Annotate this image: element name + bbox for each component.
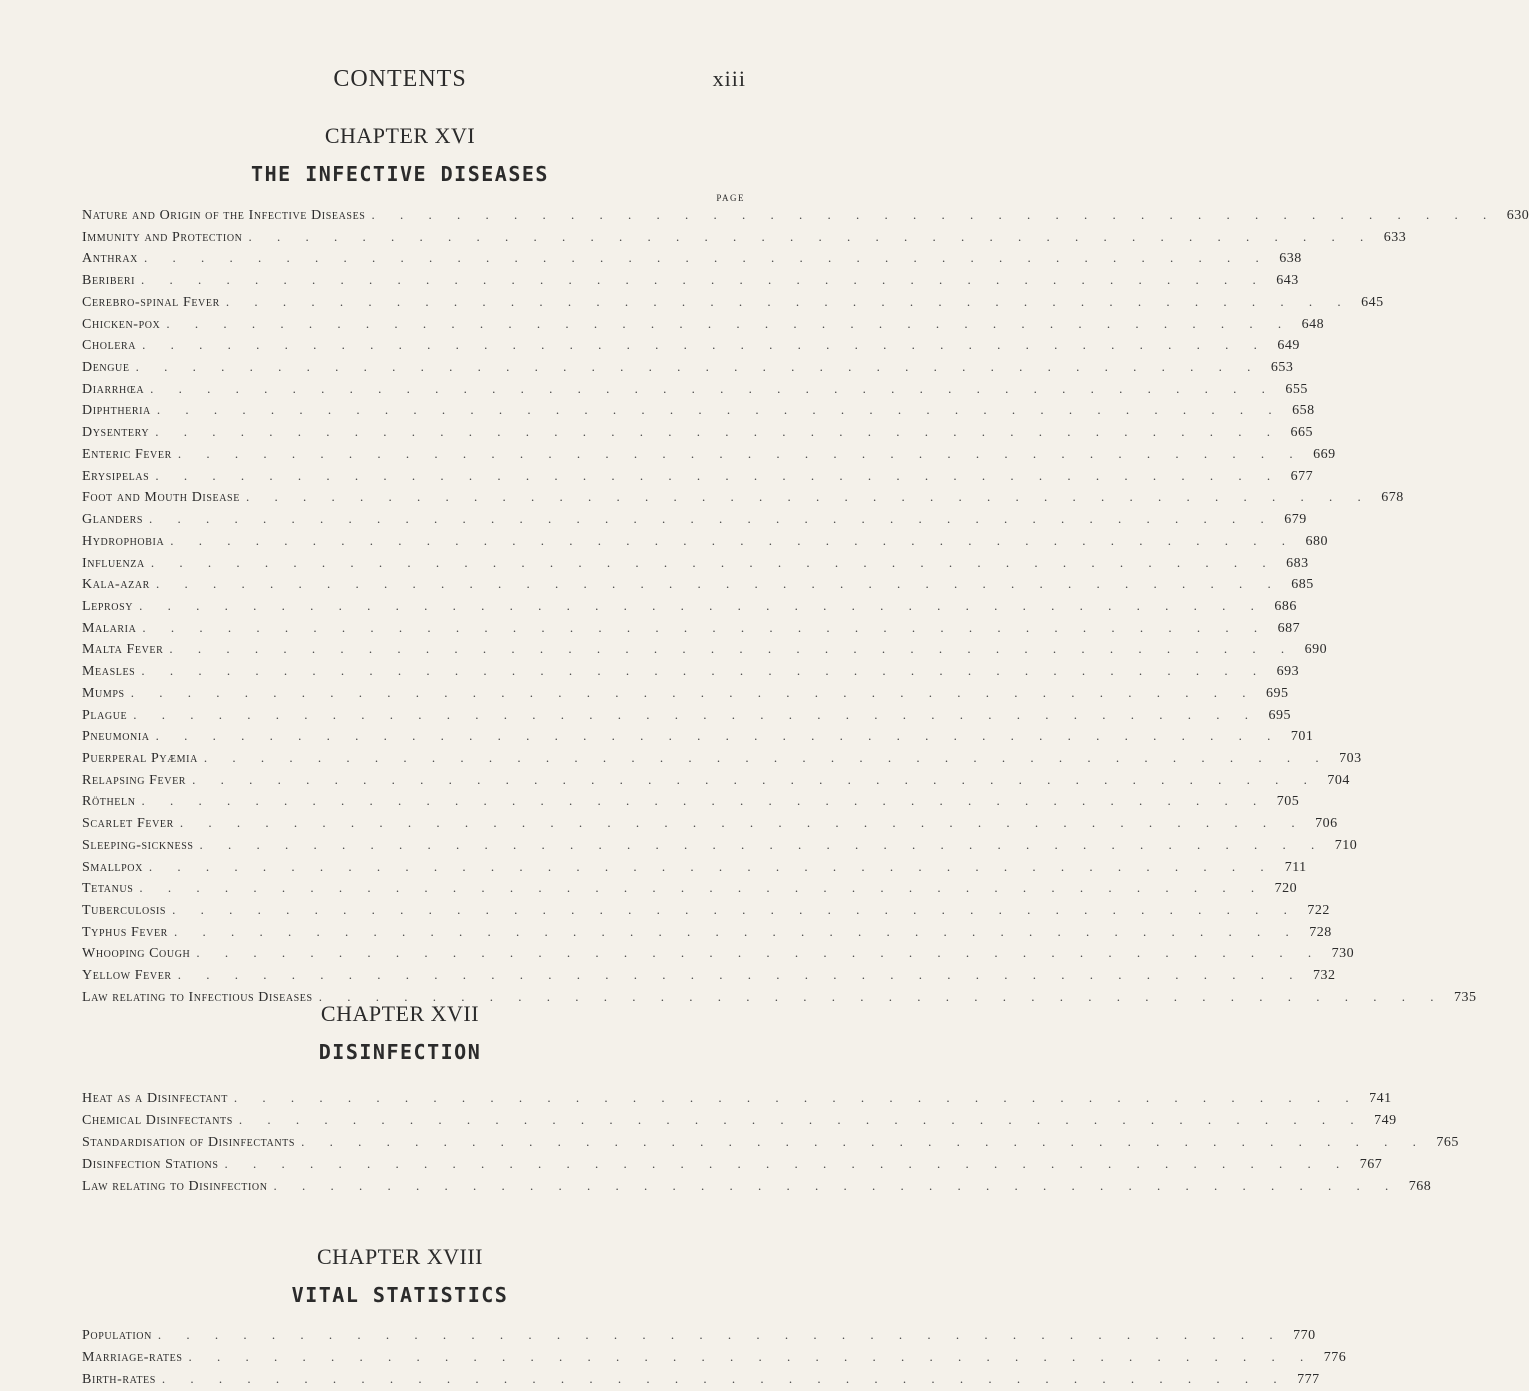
toc-entry-title: Pneumonia	[82, 729, 150, 745]
chapter-xvi-entries	[82, 204, 1529, 1008]
toc-entry	[82, 399, 1315, 421]
dot-leader: . . . . . . . . . . . . . . . . . . . . . . . . . . . . . . . . . . . . . . . .	[139, 597, 1265, 613]
toc-entry-title: Relapsing Fever	[82, 772, 187, 788]
toc-entry-page: 690	[1304, 642, 1328, 658]
toc-entry-title: Birth-rates	[82, 1372, 156, 1387]
chapter-label: CHAPTER XVI	[324, 123, 476, 148]
toc-entry	[82, 313, 1325, 335]
toc-entry-page: 695	[1265, 685, 1289, 701]
toc-entry-page: 633	[1383, 229, 1407, 245]
toc-entry-title: Smallpox	[82, 859, 143, 875]
dot-leader: . . . . . . . . . . . . . . . . . . . . . . . . . . . . . . . . . . . . . . . .	[196, 945, 1323, 961]
toc-entry-title: Kala-azar	[82, 577, 150, 593]
page-column-header: PAGE	[716, 193, 745, 203]
toc-entry	[82, 443, 1336, 465]
dot-leader: . . . . . . . . . . . . . . . . . . . . . . . . . . . . . . . . . . . . . . . .	[161, 1371, 1288, 1386]
toc-entry-title: Dengue	[82, 360, 130, 376]
toc-entry-page: 776	[1323, 1350, 1347, 1365]
toc-entry	[82, 1368, 1320, 1390]
toc-entry-page: 703	[1339, 750, 1362, 766]
toc-entry-page: 643	[1276, 273, 1299, 289]
toc-entry-title: Chicken-pox	[82, 316, 161, 332]
dot-leader: . . . . . . . . . . . . . . . . . . . . . . . . . . . . . . . . . . . . . . . .	[177, 967, 1304, 983]
toc-entry-page: 630	[1506, 208, 1529, 223]
toc-entry	[82, 942, 1355, 964]
toc-entry	[82, 747, 1362, 769]
toc-entry-title: Malaria	[82, 620, 137, 636]
toc-entry-page: 711	[1284, 859, 1307, 875]
dot-leader: . . . . . . . . . . . . . . . . . . . . . . . . . . . . . . . . . . . . . . . .	[157, 1327, 1284, 1342]
toc-entry	[82, 1324, 1316, 1346]
dot-leader: . . . . . . . . . . . . . . . . . . . . . . . . . . . . . . . . . . . . . . . .	[192, 771, 1318, 787]
dot-leader: . . . . . . . . . . . . . . . . . . . . . . . . . . . . . . . . . . . . . . . .	[155, 728, 1282, 744]
toc-entry-page: 680	[1305, 533, 1329, 549]
toc-entry-title: Law relating to Disinfection	[82, 1179, 268, 1194]
toc-entry-title: Marriage-rates	[82, 1350, 183, 1365]
toc-entry-page: 728	[1309, 924, 1332, 940]
toc-entry-page: 706	[1315, 816, 1338, 832]
toc-entry	[82, 269, 1299, 291]
toc-entry-title: Rötheln	[82, 794, 136, 810]
toc-entry-title: Nature and Origin of the Infective Diseases	[82, 208, 366, 223]
dot-leader: . . . . . . . . . . . . . . . . . . . . . . . . . . . . . . . . . . . . . . . .	[135, 359, 1262, 375]
dot-leader: . . . . . . . . . . . . . . . . . . . . . . . . . . . . . . . . . . . . . . . .	[156, 402, 1283, 418]
toc-entry-page: 687	[1277, 620, 1301, 636]
dot-leader: . . . . . . . . . . . . . . . . . . . . . . . . . . . . . . . . . . . . . . . .	[177, 445, 1304, 461]
toc-entry-page: 777	[1297, 1372, 1320, 1387]
toc-entry-title: Foot and Mouth Disease	[82, 490, 240, 506]
toc-entry	[82, 877, 1298, 899]
toc-entry	[82, 378, 1308, 400]
dot-leader: . . . . . . . . . . . . . . . . . . . . . . . . . . . . . . . . . . . . . . . .	[371, 207, 1498, 222]
chapter-xvi	[0, 122, 800, 188]
dot-leader: . . . . . . . . . . . . . . . . . . . . . . . . . . . . . . . . . . . . . . . .	[155, 424, 1281, 440]
dot-leader: . . . . . . . . . . . . . . . . . . . . . . . . . . . . . . . . . . . . . . . .	[203, 749, 1330, 765]
chapter-xviii-entries	[82, 1324, 1347, 1390]
toc-entry-page: 720	[1274, 881, 1298, 897]
dot-leader: . . . . . . . . . . . . . . . . . . . . . . . . . . . . . . . . . . . . . . . .	[139, 880, 1266, 896]
toc-entry-title: Cholera	[82, 338, 137, 354]
toc-entry	[82, 1175, 1432, 1197]
toc-entry-title: Law relating to Infectious Diseases	[82, 989, 313, 1005]
toc-entry-page: 693	[1276, 664, 1300, 680]
toc-entry-page: 686	[1274, 598, 1297, 614]
toc-entry	[82, 421, 1313, 443]
dot-leader: . . . . . . . . . . . . . . . . . . . . . . . . . . . . . . . . . . . . . . . .	[233, 1090, 1360, 1105]
chapter-label: CHAPTER XVIII	[317, 1244, 483, 1269]
toc-entry-title: Influenza	[82, 555, 145, 571]
toc-entry-title: Immunity and Protection	[82, 229, 243, 245]
toc-entry-title: Whooping Cough	[82, 946, 191, 962]
chapter-title: VITAL STATISTICS	[291, 1283, 509, 1307]
toc-entry	[82, 530, 1329, 552]
toc-entry-page: 658	[1292, 403, 1315, 419]
toc-entry-page: 678	[1381, 490, 1404, 506]
dot-leader: . . . . . . . . . . . . . . . . . . . . . . . . . . . . . . . . . . . . . . . .	[225, 293, 1352, 309]
toc-entry	[82, 921, 1332, 943]
toc-entry-title: Hydrophobia	[82, 533, 165, 549]
toc-entry-page: 710	[1334, 837, 1358, 853]
toc-entry-page: 765	[1436, 1135, 1459, 1150]
chapter-xvii	[0, 1000, 800, 1066]
dot-leader: . . . . . . . . . . . . . . . . . . . . . . . . . . . . . . . . . . . . . . . .	[141, 663, 1268, 679]
toc-entry-page: 704	[1327, 772, 1350, 788]
dot-leader: . . . . . . . . . . . . . . . . . . . . . . . . . . . . . . . . . . . . . . . .	[166, 315, 1293, 331]
dot-leader: . . . . . . . . . . . . . . . . . . . . . . . . . . . . . . . . . . . . . . . .	[188, 1349, 1315, 1364]
dot-leader: . . . . . . . . . . . . . . . . . . . . . . . . . . . . . . . . . . . . . . . .	[224, 1156, 1351, 1171]
toc-entry-page: 741	[1369, 1091, 1392, 1106]
toc-entry	[82, 638, 1328, 660]
dot-leader: . . . . . . . . . . . . . . . . . . . . . . . . . . . . . . . . . . . . . . . .	[318, 988, 1445, 1004]
toc-entry	[82, 465, 1314, 487]
toc-entry-page: 669	[1313, 446, 1336, 462]
dot-leader: . . . . . . . . . . . . . . . . . . . . . . . . . . . . . . . . . . . . . . . .	[169, 641, 1296, 657]
toc-entry-title: Anthrax	[82, 251, 138, 267]
toc-entry-title: Leprosy	[82, 598, 134, 614]
toc-entry-title: Cerebro-spinal Fever	[82, 294, 220, 310]
dot-leader: . . . . . . . . . . . . . . . . . . . . . . . . . . . . . . . . . . . . . . . .	[150, 554, 1277, 570]
toc-entry-title: Heat as a Disinfectant	[82, 1091, 228, 1106]
toc-entry	[82, 964, 1336, 986]
toc-entry	[82, 226, 1407, 248]
toc-entry	[82, 856, 1307, 878]
toc-entry-title: Dysentery	[82, 425, 150, 441]
toc-entry	[82, 769, 1350, 791]
toc-entry-page: 735	[1453, 989, 1477, 1005]
running-title: CONTENTS	[333, 66, 467, 92]
toc-entry	[82, 1346, 1347, 1368]
dot-leader: . . . . . . . . . . . . . . . . . . . . . . . . . . . . . . . . . . . . . . . .	[173, 923, 1300, 939]
toc-entry-page: 749	[1374, 1113, 1397, 1128]
dot-leader: . . . . . . . . . . . . . . . . . . . . . . . . . . . . . . . . . . . . . . . .	[143, 250, 1270, 266]
dot-leader: . . . . . . . . . . . . . . . . . . . . . . . . . . . . . . . . . . . . . . . .	[150, 380, 1276, 396]
toc-entry-title: Mumps	[82, 685, 125, 701]
toc-entry	[82, 725, 1314, 747]
toc-entry	[82, 595, 1297, 617]
toc-entry	[82, 1131, 1459, 1153]
toc-entry	[82, 356, 1294, 378]
toc-entry	[82, 1087, 1392, 1109]
toc-entry	[82, 573, 1314, 595]
dot-leader: . . . . . . . . . . . . . . . . . . . . . . . . . . . . . . . . . . . . . . . .	[149, 511, 1275, 527]
page-number: xiii	[712, 66, 746, 91]
toc-entry-page: 655	[1285, 381, 1308, 397]
toc-entry	[82, 1109, 1397, 1131]
toc-entry-title: Diarrhœa	[82, 381, 145, 397]
running-head	[0, 66, 800, 96]
toc-entry-page: 730	[1331, 946, 1355, 962]
toc-entry-title: Disinfection Stations	[82, 1157, 219, 1172]
toc-entry-title: Population	[82, 1328, 152, 1343]
toc-entry	[82, 486, 1404, 508]
toc-entry	[82, 834, 1358, 856]
dot-leader: . . . . . . . . . . . . . . . . . . . . . . . . . . . . . . . . . . . . . . . .	[130, 684, 1257, 700]
chapter-title: THE INFECTIVE DISEASES	[251, 162, 549, 186]
toc-entry-page: 683	[1286, 555, 1309, 571]
toc-entry	[82, 552, 1309, 574]
toc-entry-page: 649	[1277, 338, 1300, 354]
toc-entry-title: Beriberi	[82, 273, 136, 289]
toc-entry	[82, 247, 1302, 269]
toc-entry-title: Tuberculosis	[82, 903, 167, 918]
toc-entry	[82, 660, 1300, 682]
toc-entry-title: Measles	[82, 664, 136, 680]
dot-leader: . . . . . . . . . . . . . . . . . . . . . . . . . . . . . . . . . . . . . . . .	[238, 1112, 1365, 1127]
toc-entry-title: Typhus Fever	[82, 924, 168, 940]
dot-leader: . . . . . . . . . . . . . . . . . . . . . . . . . . . . . . . . . . . . . . . .	[133, 706, 1260, 722]
toc-entry	[82, 204, 1529, 226]
toc-entry	[82, 1153, 1383, 1175]
toc-entry-title: Plague	[82, 707, 128, 723]
toc-entry-title: Erysipelas	[82, 468, 150, 484]
toc-entry-title: Malta Fever	[82, 642, 164, 658]
chapter-xvii-entries	[82, 1087, 1459, 1197]
toc-entry-page: 638	[1279, 251, 1302, 267]
toc-entry	[82, 682, 1289, 704]
chapter-xviii	[0, 1243, 800, 1309]
toc-entry-page: 722	[1307, 903, 1330, 918]
chapter-title: DISINFECTION	[318, 1040, 482, 1064]
toc-entry	[82, 812, 1338, 834]
toc-entry-page: 767	[1359, 1157, 1383, 1172]
toc-entry	[82, 617, 1301, 639]
dot-leader: . . . . . . . . . . . . . . . . . . . . . . . . . . . . . . . . . . . . . . . .	[141, 272, 1267, 288]
dot-leader: . . . . . . . . . . . . . . . . . . . . . . . . . . . . . . . . . . . . . . . .	[301, 1134, 1427, 1149]
toc-entry-page: 665	[1290, 425, 1313, 441]
toc-entry	[82, 508, 1307, 530]
toc-entry-page: 705	[1276, 794, 1300, 810]
dot-leader: . . . . . . . . . . . . . . . . . . . . . . . . . . . . . . . . . . . . . . . .	[273, 1178, 1400, 1193]
dot-leader: . . . . . . . . . . . . . . . . . . . . . . . . . . . . . . . . . . . . . . . .	[155, 576, 1282, 592]
toc-entry-page: 701	[1290, 729, 1314, 745]
toc-entry	[82, 704, 1292, 726]
toc-entry-page: 685	[1291, 577, 1314, 593]
dot-leader: . . . . . . . . . . . . . . . . . . . . . . . . . . . . . . . . . . . . . . . .	[142, 337, 1268, 353]
dot-leader: . . . . . . . . . . . . . . . . . . . . . . . . . . . . . . . . . . . . . . . .	[155, 467, 1282, 483]
toc-entry-page: 677	[1290, 468, 1314, 484]
chapter-label: CHAPTER XVII	[320, 1001, 480, 1026]
toc-entry-title: Enteric Fever	[82, 446, 172, 462]
dot-leader: . . . . . . . . . . . . . . . . . . . . . . . . . . . . . . . . . . . . . . . .	[142, 619, 1269, 635]
dot-leader: . . . . . . . . . . . . . . . . . . . . . . . . . . . . . . . . . . . . . . . .	[170, 532, 1297, 548]
toc-entry	[82, 334, 1300, 356]
toc-entry-title: Chemical Disinfectants	[82, 1113, 233, 1128]
toc-entry-title: Yellow Fever	[82, 968, 172, 984]
toc-entry-title: Sleeping-sickness	[82, 837, 194, 853]
toc-entry-page: 648	[1301, 316, 1325, 332]
toc-entry	[82, 790, 1300, 812]
dot-leader: . . . . . . . . . . . . . . . . . . . . . . . . . . . . . . . . . . . . . . . .	[172, 902, 1298, 917]
dot-leader: . . . . . . . . . . . . . . . . . . . . . . . . . . . . . . . . . . . . . . . .	[248, 228, 1375, 244]
toc-entry-title: Scarlet Fever	[82, 816, 174, 832]
dot-leader: . . . . . . . . . . . . . . . . . . . . . . . . . . . . . . . . . . . . . . . .	[245, 489, 1372, 505]
toc-entry-title: Glanders	[82, 512, 144, 528]
toc-entry-title: Diphtheria	[82, 403, 151, 419]
toc-entry	[82, 899, 1330, 921]
toc-entry-page: 679	[1284, 512, 1307, 528]
toc-entry	[82, 291, 1384, 313]
toc-entry-page: 770	[1293, 1328, 1316, 1343]
toc-entry-title: Tetanus	[82, 881, 134, 897]
toc-entry-page: 645	[1361, 294, 1384, 310]
toc-entry-title: Standardisation of Disinfectants	[82, 1135, 296, 1150]
toc-entry-page: 695	[1268, 707, 1292, 723]
dot-leader: . . . . . . . . . . . . . . . . . . . . . . . . . . . . . . . . . . . . . . . .	[148, 858, 1275, 874]
dot-leader: . . . . . . . . . . . . . . . . . . . . . . . . . . . . . . . . . . . . . . . .	[199, 836, 1326, 852]
toc-entry-title: Puerperal Pyæmia	[82, 750, 198, 766]
dot-leader: . . . . . . . . . . . . . . . . . . . . . . . . . . . . . . . . . . . . . . . .	[141, 793, 1268, 809]
toc-entry-page: 653	[1270, 360, 1294, 376]
toc-entry-page: 732	[1312, 968, 1336, 984]
dot-leader: . . . . . . . . . . . . . . . . . . . . . . . . . . . . . . . . . . . . . . . .	[179, 815, 1306, 831]
toc-entry-page: 768	[1408, 1179, 1432, 1194]
